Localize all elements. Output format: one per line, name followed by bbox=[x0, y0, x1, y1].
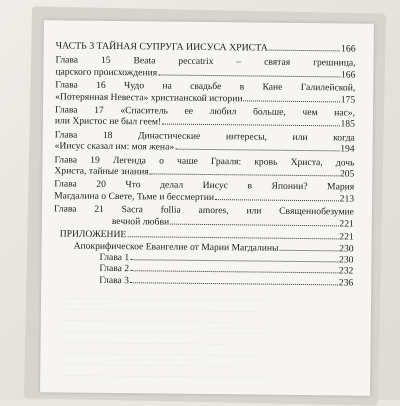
toc-entry-chapter-19 bbox=[54, 154, 354, 180]
toc-entry-chapter-18 bbox=[55, 129, 355, 155]
entry-line: Глава 16 Чудо на свадьбе в Кане Галилейской, bbox=[55, 79, 356, 94]
entry-line: Глава 19 Легенда о чаше Грааля: кровь Христа, дочь bbox=[54, 154, 355, 169]
table-of-contents bbox=[53, 40, 356, 288]
entry-page: 175 bbox=[340, 94, 356, 106]
entry-last-line: Христа, тайные знания bbox=[54, 165, 149, 178]
entry-line: Глава 21 Sacra follia amores, или Священнобезумие bbox=[53, 203, 355, 218]
entry-line: Глава 15 Beata peccatrix – святая грешница, bbox=[55, 54, 356, 69]
part-page: 166 bbox=[340, 43, 356, 55]
gospel-chapter-title: Глава 1 bbox=[99, 251, 130, 264]
leader-dots bbox=[130, 271, 338, 274]
leader-dots bbox=[215, 199, 339, 201]
entry-last-line: царского происхождения bbox=[55, 66, 158, 79]
leader-dots bbox=[269, 50, 340, 52]
part-title: ЧАСТЬ 3 ТАЙНАЯ СУПРУГА ИИСУСА ХРИСТА bbox=[55, 40, 268, 54]
gospel-chapter-page: 236 bbox=[338, 277, 354, 289]
part-heading bbox=[56, 40, 356, 55]
leader-dots bbox=[279, 249, 338, 251]
toc-entry-chapter-21 bbox=[54, 204, 354, 230]
entry-last-line: Магдалина о Свете, Тьме и бессмертии bbox=[54, 190, 215, 203]
entry-line: Глава 18 Династические интересы, или когда bbox=[54, 129, 355, 144]
gospel-page: 230 bbox=[339, 242, 354, 255]
appendix-page: 221 bbox=[339, 231, 354, 243]
appendix-title: ПРИЛОЖЕНИЕ bbox=[59, 228, 127, 241]
entry-last-line: «Потерянная Невеста» христианской истории bbox=[55, 91, 243, 104]
leader-dots bbox=[150, 173, 339, 176]
leader-dots bbox=[130, 282, 338, 285]
gospel-title: Апокрифическое Евангелие от Марии Магдалины bbox=[73, 240, 279, 254]
entry-page: 213 bbox=[339, 193, 355, 205]
entry-page: 194 bbox=[340, 143, 355, 155]
book-page bbox=[40, 20, 374, 395]
gospel-chapter-page: 232 bbox=[338, 265, 354, 277]
toc-entry-chapter-16 bbox=[55, 80, 355, 106]
entry-last-line: «Иисус сказал им: моя жена» bbox=[54, 140, 175, 153]
leader-dots bbox=[170, 223, 338, 226]
toc-entry-chapter-20 bbox=[54, 179, 354, 205]
gospel-chapter-title: Глава 3 bbox=[99, 274, 130, 286]
gospel-chapter-page: 230 bbox=[339, 254, 354, 266]
toc-entry-chapter-17 bbox=[55, 104, 355, 130]
gospel-chapter-title: Глава 2 bbox=[99, 263, 130, 275]
leader-dots bbox=[130, 259, 338, 262]
leader-dots bbox=[127, 236, 338, 239]
entry-page: 166 bbox=[340, 69, 356, 81]
entry-page: 205 bbox=[339, 168, 355, 180]
leader-dots bbox=[243, 100, 339, 102]
leader-dots bbox=[175, 149, 339, 152]
entry-last-line: или Христос не был геем! bbox=[54, 115, 162, 128]
bleed-through-text: — — — — — — — — — — — — — — — — — — — — — — — — — — — — — — — — — — — — — — — — — — — — — — — — — — — — — — — — — — — — — — — — — — — — — — — — — — — — — — — — — — — — — — — — — — — — — — — — — — — — — — — — — — — — — — — — — — — — — — — — — — — — — — — — — — — — — — — — — — — — — — — — — — — — bbox=[60, 293, 269, 382]
entry-last-line: вечной любви bbox=[111, 215, 170, 228]
toc-entry-chapter-15 bbox=[55, 55, 355, 81]
entry-line: Глава 20 Что делал Иисус в Японии? Мария bbox=[54, 178, 355, 194]
entry-page: 185 bbox=[340, 118, 355, 130]
entry-page: 221 bbox=[339, 218, 354, 230]
leader-dots bbox=[158, 74, 340, 77]
leader-dots bbox=[162, 124, 339, 127]
entry-line: Глава 17 «Спаситель ее любил больше, чем нас», bbox=[54, 104, 356, 119]
toc-entry-gospel-chapter-3 bbox=[53, 274, 353, 289]
